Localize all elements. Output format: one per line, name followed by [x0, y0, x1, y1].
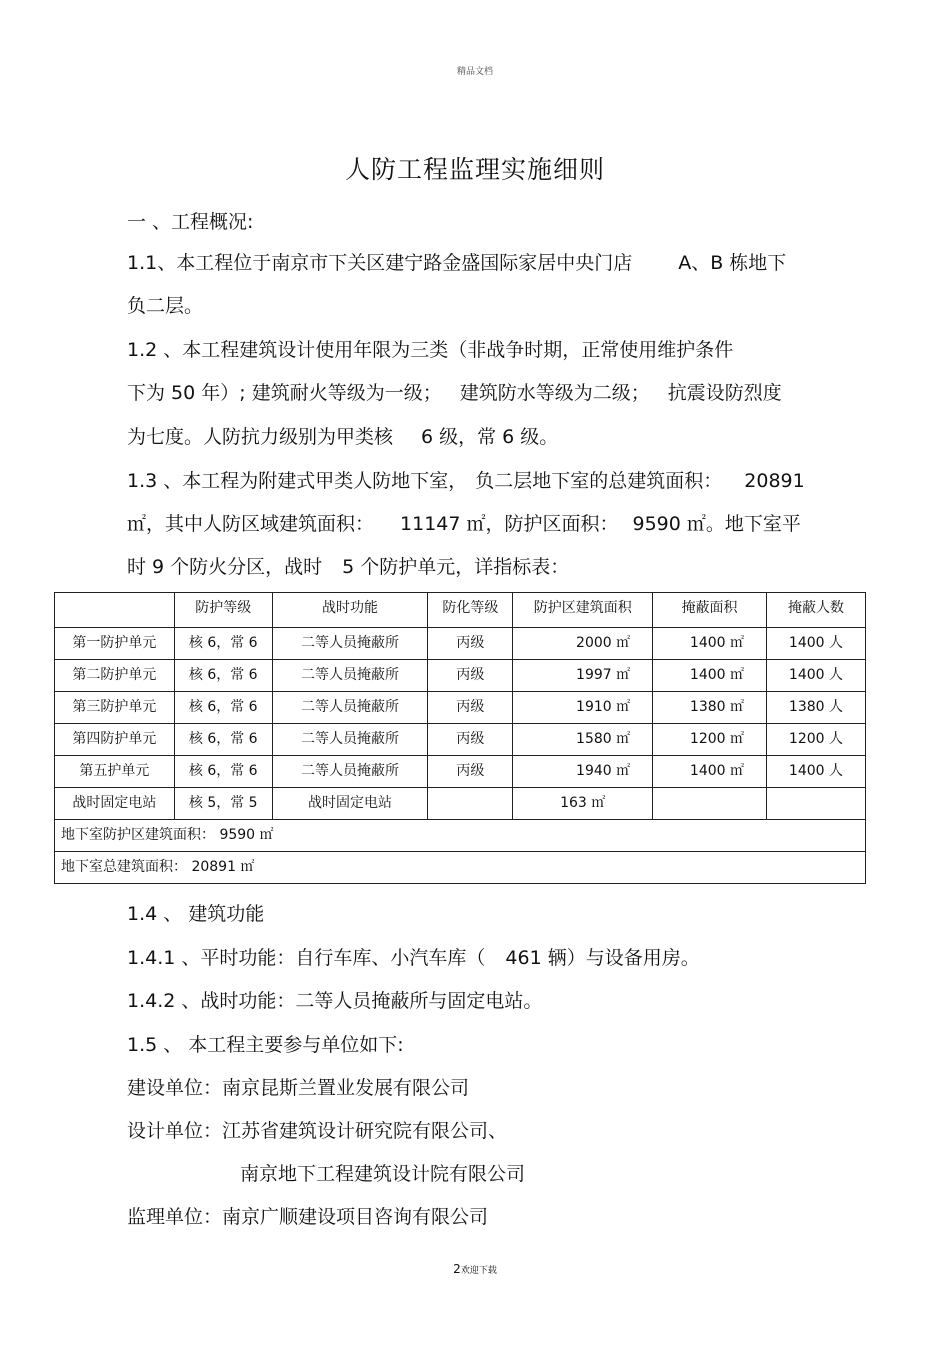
table-cell: 二等人员掩蔽所	[272, 660, 428, 692]
summary-protection-area: 地下室防护区建筑面积： 9590 ㎡	[55, 820, 866, 852]
table-cell: 1200 ㎡	[653, 724, 767, 756]
table-header-cell: 掩蔽人数	[767, 593, 866, 628]
table-cell: 1200 人	[767, 724, 866, 756]
text: 9590 ㎡。地下室平	[632, 513, 801, 535]
text: 1.3 、本工程为附建式甲类人防地下室，	[127, 470, 468, 492]
text: 5 个防护单元，详指标表：	[342, 556, 570, 578]
text: 抗震设防烈度	[667, 382, 782, 404]
text: 1.4.1 、平时功能：自行车库、小汽车库（	[127, 947, 486, 969]
table-cell: 第二防护单元	[55, 660, 175, 692]
text: A、B 栋地下	[678, 252, 787, 274]
table-cell: 二等人员掩蔽所	[272, 756, 428, 788]
design-unit: 设计单位：江苏省建筑设计研究院有限公司、	[127, 1120, 508, 1142]
table-cell: 1400 人	[767, 756, 866, 788]
table-cell: 核 6，常 6	[174, 660, 272, 692]
table-cell: 二等人员掩蔽所	[272, 628, 428, 660]
table-cell: 1400 人	[767, 628, 866, 660]
table-cell: 丙级	[428, 660, 513, 692]
table-cell: 第五护单元	[55, 756, 175, 788]
table-cell	[653, 788, 767, 820]
table-cell: 1400 ㎡	[653, 660, 767, 692]
text: 6 级，常 6 级。	[421, 426, 559, 448]
table-cell: 核 5，常 5	[174, 788, 272, 820]
table-cell: 1380 ㎡	[653, 692, 767, 724]
table-header-row	[55, 593, 866, 628]
indicator-table	[54, 592, 866, 884]
table-row	[55, 692, 866, 724]
design-unit-2: 南京地下工程建筑设计院有限公司	[240, 1163, 526, 1185]
table-cell: 1400 ㎡	[653, 628, 767, 660]
table-header-cell	[55, 593, 175, 628]
table-cell: 1580 ㎡	[513, 724, 653, 756]
text: 20891	[744, 470, 805, 492]
para-1-2: 1.2 、本工程建筑设计使用年限为三类（非战争时期，正常使用维护条件	[127, 339, 734, 361]
table-cell: 1400 人	[767, 660, 866, 692]
table-cell: 丙级	[428, 756, 513, 788]
table-summary-row	[55, 852, 866, 884]
table-cell: 二等人员掩蔽所	[272, 692, 428, 724]
table-cell: 核 6，常 6	[174, 724, 272, 756]
text: 11147 ㎡，防护区面积：	[400, 513, 619, 535]
document-title: 人防工程监理实施细则	[344, 155, 605, 184]
table-cell: 163 ㎡	[513, 788, 653, 820]
table-cell: 1400 ㎡	[653, 756, 767, 788]
table-cell: 丙级	[428, 628, 513, 660]
para-1-1-cont: 负二层。	[127, 295, 204, 317]
table-cell: 第一防护单元	[55, 628, 175, 660]
table-header-cell: 防化等级	[428, 593, 513, 628]
table-row	[55, 660, 866, 692]
table-cell	[428, 788, 513, 820]
section-heading: 一 、工程概况:	[127, 211, 254, 233]
text: 时 9 个防火分区，战时	[127, 556, 323, 578]
construction-unit: 建设单位：南京昆斯兰置业发展有限公司	[127, 1077, 470, 1099]
table-cell: 二等人员掩蔽所	[272, 724, 428, 756]
table-header-cell: 防护等级	[174, 593, 272, 628]
table-cell: 核 6，常 6	[174, 756, 272, 788]
text: 建筑防水等级为二级；	[459, 382, 650, 404]
text: 为七度。人防抗力级别为甲类核	[127, 426, 394, 448]
footer-text: 欢迎下载	[460, 1266, 497, 1276]
para-1-3-cont	[127, 509, 801, 536]
para-1-2-cont2	[127, 422, 558, 449]
text: 负二层地下室的总建筑面积：	[475, 470, 723, 492]
table-header-cell: 战时功能	[272, 593, 428, 628]
text: 下为 50 年）; 建筑耐火等级为一级；	[127, 382, 442, 404]
para-1-3	[127, 466, 805, 493]
table-cell: 丙级	[428, 724, 513, 756]
table-cell: 核 6，常 6	[174, 692, 272, 724]
table-row	[55, 724, 866, 756]
text: 1.1、本工程位于南京市下关区建宁路金盛国际家居中央门店	[127, 252, 633, 274]
text: ㎡，其中人防区域建筑面积：	[127, 513, 375, 535]
table-summary-row	[55, 820, 866, 852]
table-cell: 1910 ㎡	[513, 692, 653, 724]
table-cell: 第四防护单元	[55, 724, 175, 756]
page-header: 精品文档	[456, 67, 493, 77]
table-header-cell: 防护区建筑面积	[513, 593, 653, 628]
para-1-5: 1.5 、 本工程主要参与单位如下:	[127, 1034, 404, 1056]
para-1-4-1	[127, 943, 700, 970]
table-cell: 2000 ㎡	[513, 628, 653, 660]
table-cell: 1380 人	[767, 692, 866, 724]
table-cell: 第三防护单元	[55, 692, 175, 724]
table-header-cell: 掩蔽面积	[653, 593, 767, 628]
table-cell: 1997 ㎡	[513, 660, 653, 692]
table-row	[55, 628, 866, 660]
table-cell: 核 6，常 6	[174, 628, 272, 660]
para-1-4-2: 1.4.2 、战时功能：二等人员掩蔽所与固定电站。	[127, 990, 543, 1012]
para-1-3-cont2	[127, 552, 569, 579]
para-1-2-cont	[127, 378, 782, 405]
table-cell	[767, 788, 866, 820]
text: 461 辆）与设备用房。	[505, 947, 700, 969]
summary-total-area: 地下室总建筑面积： 20891 ㎡	[55, 852, 866, 884]
para-1-1	[127, 248, 786, 275]
page-footer	[0, 1262, 950, 1276]
supervision-unit: 监理单位：南京广顺建设项目咨询有限公司	[127, 1206, 489, 1228]
page-number: 2	[453, 1262, 461, 1276]
table-cell: 1940 ㎡	[513, 756, 653, 788]
table-row	[55, 788, 866, 820]
table-cell: 丙级	[428, 692, 513, 724]
para-1-4: 1.4 、 建筑功能	[127, 903, 265, 925]
table-row	[55, 756, 866, 788]
table-cell: 战时固定电站	[55, 788, 175, 820]
table-cell: 战时固定电站	[272, 788, 428, 820]
